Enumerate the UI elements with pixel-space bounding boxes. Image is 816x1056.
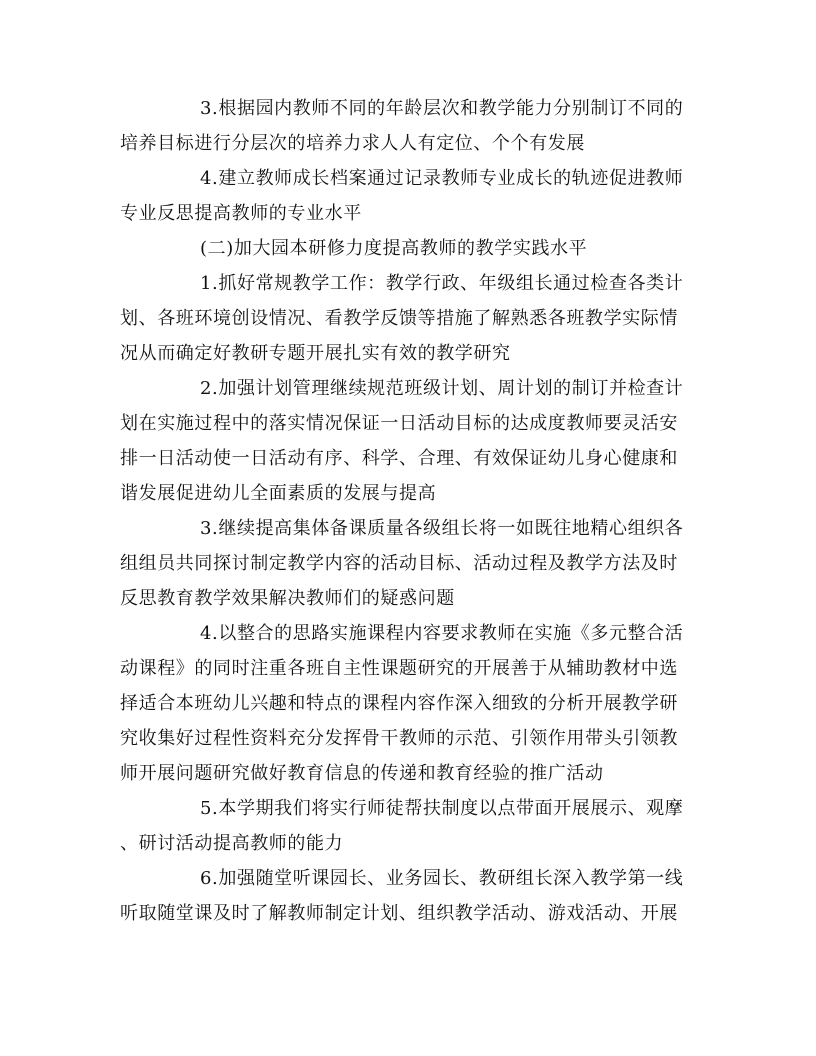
- paragraph-line: 、研讨活动提高教师的能力: [120, 833, 344, 854]
- paragraph-line: 排一日活动使一日活动有序、科学、合理、有效保证幼儿身心健康和: [120, 448, 678, 469]
- paragraph-first-line: 2.加强计划管理继续规范班级计划、周计划的制订并检查计: [200, 378, 684, 399]
- paragraph-line: 师开展问题研究做好教育信息的传递和教育经验的推广活动: [120, 763, 604, 784]
- paragraph-first-line: 4.建立教师成长档案通过记录教师专业成长的轨迹促进教师: [200, 168, 684, 189]
- paragraph-first-line: 5.本学期我们将实行师徒帮扶制度以点带面开展展示、观摩: [200, 798, 684, 819]
- paragraph-line: 专业反思提高教师的专业水平: [120, 203, 362, 224]
- paragraph-first-line: (二)加大园本研修力度提高教师的教学实践水平: [200, 238, 588, 259]
- paragraph-line: 组组员共同探讨制定教学内容的活动目标、活动过程及教学方法及时: [120, 553, 678, 574]
- paragraph-line: 择适合本班幼儿兴趣和特点的课程内容作深入细致的分析开展教学研: [120, 693, 678, 714]
- paragraph-line: 动课程》的同时注重各班自主性课题研究的开展善于从辅助教材中选: [120, 658, 678, 679]
- paragraph-first-line: 1.抓好常规教学工作：教学行政、年级组长通过检查各类计: [200, 273, 684, 294]
- paragraph-first-line: 3.继续提高集体备课质量各级组长将一如既往地精心组织各: [200, 518, 684, 539]
- paragraph-first-line: 4.以整合的思路实施课程内容要求教师在实施《多元整合活: [200, 623, 684, 644]
- paragraph-line: 划、各班环境创设情况、看教学反馈等措施了解熟悉各班教学实际情: [120, 308, 678, 329]
- paragraph-first-line: 3.根据园内教师不同的年龄层次和教学能力分别制订不同的: [200, 98, 684, 119]
- document-body: [120, 91, 698, 931]
- paragraph-line: 反思教育教学效果解决教师们的疑惑问题: [120, 588, 455, 609]
- paragraph-line: 谐发展促进幼儿全面素质的发展与提高: [120, 483, 437, 504]
- paragraph-line: 究收集好过程性资料充分发挥骨干教师的示范、引领作用带头引领教: [120, 728, 678, 749]
- paragraph-line: 况从而确定好教研专题开展扎实有效的教学研究: [120, 343, 511, 364]
- paragraph-line: 培养目标进行分层次的培养力求人人有定位、个个有发展: [120, 133, 585, 154]
- paragraph-first-line: 6.加强随堂听课园长、业务园长、教研组长深入教学第一线: [200, 868, 684, 889]
- paragraph-line: 划在实施过程中的落实情况保证一日活动目标的达成度教师要灵活安: [120, 413, 678, 434]
- paragraph-line: 听取随堂课及时了解教师制定计划、组织教学活动、游戏活动、开展: [120, 903, 678, 924]
